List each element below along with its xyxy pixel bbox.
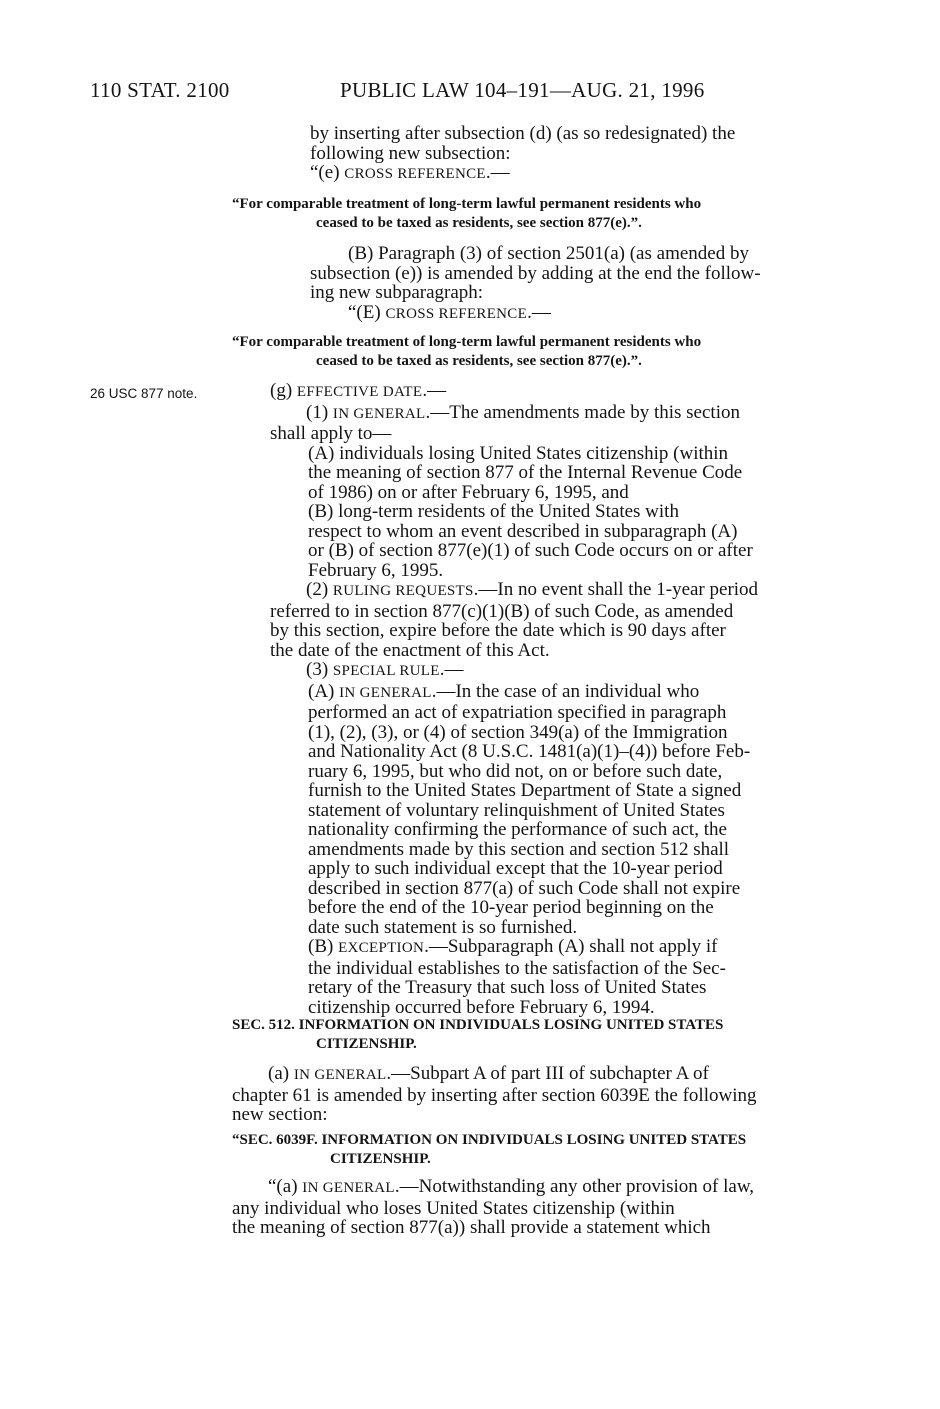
text-line: of 1986) on or after February 6, 1995, and [308,481,629,503]
text-line: respect to whom an event described in subparagraph (A) [308,520,738,542]
paragraph-caption: IN GENERAL [339,684,432,701]
paragraph-text: .—In no event shall the 1-year period [473,579,759,600]
paragraph-suffix: .— [439,659,464,680]
text-line: referred to in section 877(c)(1)(B) of such Code, as amended [270,600,734,622]
paragraph-text: .—Notwithstanding any other provision of law, [394,1176,755,1197]
text-line: furnish to the United States Department of State a signed [308,780,742,801]
text-line: amendments made by this section and section 512 shall [308,838,730,860]
paragraph-caption: IN GENERAL [332,405,426,422]
quote-line: “For comparable treatment of long-term lawful permanent residents who [232,196,702,212]
paragraph-prefix: (1) [306,401,333,423]
section-6039f-text [232,1177,856,1238]
text-line: apply to such individual except that the 10-year period [308,858,723,879]
text-line: or (B) of section 877(e)(1) of such Code occurs on or after [308,540,753,561]
section-512-text [232,1064,856,1125]
heading-suffix: .— [527,301,551,323]
text-line: any individual who loses United States citizenship (within [232,1197,675,1219]
law-reference: PUBLIC LAW 104–191—AUG. 21, 1996 [340,78,705,102]
text-line: statement of voluntary relinquishment of United States [308,799,725,821]
text-line [270,937,856,959]
heading-line: “SEC. 6039F. INFORMATION ON INDIVIDUALS LOSING UNITED STATES [232,1132,747,1148]
text-line: chapter 61 is amended by inserting after section 6039E the following [232,1084,757,1106]
text-line: described in section 877(a) of such Code shall not expire [308,877,741,899]
heading-caption: CROSS REFERENCE [385,305,528,322]
text-line [270,660,856,682]
paragraph-caption: EXCEPTION [338,940,425,956]
paragraph-prefix: (B) [308,936,339,957]
effective-date-section [270,381,856,1017]
text-line: (1), (2), (3), or (4) of section 349(a) of the Immigration [308,721,728,743]
text-line: February 6, 1995. [308,559,444,581]
heading-suffix: .— [422,380,447,401]
section-6039f-heading [232,1131,856,1169]
text-line: (B) long-term residents of the United States with [308,501,679,522]
text-line [270,682,856,704]
text-line: date such statement is so furnished. [308,916,578,938]
paragraph-prefix: (A) [308,680,340,702]
paragraph-caption: IN GENERAL [293,1067,387,1083]
text-line: subsection (e)) is amended by adding at the end the follow- [310,262,761,284]
subsection-heading [310,163,856,185]
text-line: nationality confirming the performance of such act, the [308,819,727,840]
heading-caption: CROSS REFERENCE [344,166,486,182]
text-line: the individual establishes to the satisfaction of the Sec- [308,957,726,979]
paragraph-text: .—Subparagraph (A) shall not apply if [424,936,718,957]
paragraph-text: .—Subpart A of part III of subchapter A of [386,1063,709,1084]
text-line: citizenship occurred before February 6, 1994. [308,996,655,1018]
text-line: new section: [232,1104,328,1125]
section-512-heading [232,1016,856,1054]
paragraph-prefix: (2) [306,579,333,600]
text-line: retary of the Treasury that such loss of United States [308,977,707,998]
paragraph-prefix: “(a) [268,1176,303,1197]
text-line [232,1064,856,1086]
page-reference: 110 STAT. 2100 [90,78,230,102]
text-line: the date of the enactment of this Act. [270,639,550,661]
heading-caption: EFFECTIVE DATE [296,384,423,400]
quote-line: “For comparable treatment of long-term lawful permanent residents who [232,334,702,350]
quote-line: ceased to be taxed as residents, see section 877(e).”. [316,215,642,231]
subparagraph-heading [310,303,856,325]
paragraph-insert-e [310,124,856,185]
paragraph-2501a [310,244,856,324]
paragraph-text: .—The amendments made by this section [425,401,740,423]
text-line: and Nationality Act (8 U.S.C. 1481(a)(1)–(4)) before Feb- [308,741,751,762]
text-line [270,403,856,425]
text-line: the meaning of section 877 of the Internal Revenue Code [308,462,743,483]
text-line: performed an act of expatriation specified in paragraph [308,702,727,723]
cross-reference-quote [232,195,856,233]
paragraph-prefix: (a) [268,1063,294,1084]
heading-prefix: “(e) [310,162,345,183]
special-rule-a [270,682,856,938]
text-line [270,580,856,602]
subparagraph-b [270,502,856,580]
margin-note: 26 USC 877 note. [90,386,198,401]
section-heading [270,381,856,403]
heading-line: SEC. 512. INFORMATION ON INDIVIDUALS LOSING UNITED STATES [232,1017,724,1033]
paragraph-text: .—In the case of an individual who [431,680,700,702]
text-line: ruary 6, 1995, but who did not, on or before such date, [308,760,723,782]
heading-prefix: “(E) [348,301,386,323]
text-line: by inserting after subsection (d) (as so redesignated) the [310,123,736,144]
text-line [232,1177,856,1199]
text-line: (B) Paragraph (3) of section 2501(a) (as amended by [348,243,749,264]
special-rule-b [270,937,856,1017]
paragraph-caption: SPECIAL RULE [332,663,440,679]
text-line: (A) individuals losing United States citizenship (within [308,442,729,464]
text-line: by this section, expire before the date which is 90 days after [270,620,726,641]
text-line: following new subsection: [310,142,511,164]
text-line: ing new subparagraph: [310,282,484,303]
paragraph-caption: RULING REQUESTS [332,583,474,599]
text-line: before the end of the 10-year period beginning on the [308,897,714,918]
heading-prefix: (g) [270,380,297,401]
paragraph-caption: IN GENERAL [302,1180,395,1196]
paragraph-prefix: (3) [306,659,333,680]
heading-line: CITIZENSHIP. [330,1151,431,1167]
quote-line: ceased to be taxed as residents, see section 877(e).”. [316,353,642,369]
text-line: the meaning of section 877(a)) shall provide a statement which [232,1217,711,1238]
subparagraph-a [270,444,856,503]
heading-suffix: .— [485,162,510,183]
cross-reference-quote [232,333,856,371]
heading-line: CITIZENSHIP. [316,1036,417,1052]
text-line: shall apply to— [270,423,392,444]
